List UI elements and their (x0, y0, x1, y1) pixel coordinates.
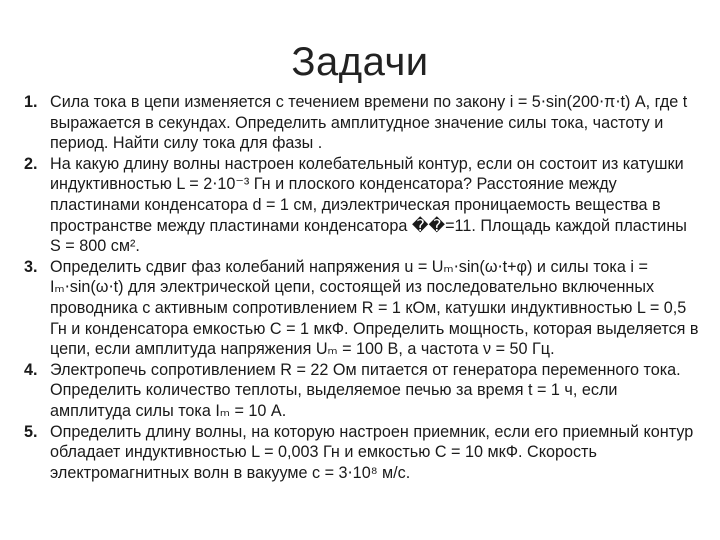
task-number: 4. (24, 360, 38, 379)
task-text: Определить сдвиг фаз колебаний напряжения u = Uₘ⋅sin(ω⋅t+φ) и силы тока i = Iₘ⋅sin(ω⋅t) для электрической цепи, состоящей из последовательно включенных проводника с активным сопротивлением R = 1 кОм, катушки индуктивностью L = 0,5 Гн и конденсатора емкостью С = 1 мкФ. Определить мощность, которая выделяется в цепи, если амплитуда напряжения Uₘ = 100 В, а частота ν = 50 Гц. (50, 257, 699, 359)
task-number: 1. (24, 93, 38, 111)
task-text: Сила тока в цепи изменяется с течением времени по закону i = 5⋅sin(200⋅π⋅t) А, где t выражается в секундах. Определить амплитудное значение силы тока, частоту и период. Найти силу тока для фазы . (50, 93, 688, 153)
task-item-5 (10, 422, 700, 484)
task-number: 5. (24, 422, 38, 441)
task-text: На какую длину волны настроен колебательный контур, если он состоит из катушки индуктивностью L = 2⋅10⁻³ Гн и плоского конденсатора? Расстояние между пластинами конденсатора d = 1 см, диэлектрическая проницаемость вещества в пространстве между пластинами конденсатора ��=11. Площадь каждой пластины S = 800 см². (50, 154, 687, 256)
task-number: 2. (24, 154, 38, 173)
page-title: Задачи (291, 40, 429, 84)
task-list (10, 92, 700, 483)
task-number: 3. (24, 257, 38, 276)
task-item-1 (10, 92, 700, 154)
task-text: Электропечь сопротивлением R = 22 Ом питается от генератора переменного тока. Определить количество теплоты, выделяемое печью за время t = 1 ч, если амплитуда силы тока Iₘ = 10 А. (50, 360, 681, 420)
task-text: Определить длину волны, на которую настроен приемник, если его приемный контур обладает индуктивностью L = 0,003 Гн и емкостью С = 10 мкФ. Скорость электромагнитных волн в вакууме c = 3⋅10⁸ м/с. (50, 422, 694, 482)
task-item-2 (10, 154, 700, 257)
task-item-4 (10, 360, 700, 422)
task-item-3 (10, 257, 700, 360)
